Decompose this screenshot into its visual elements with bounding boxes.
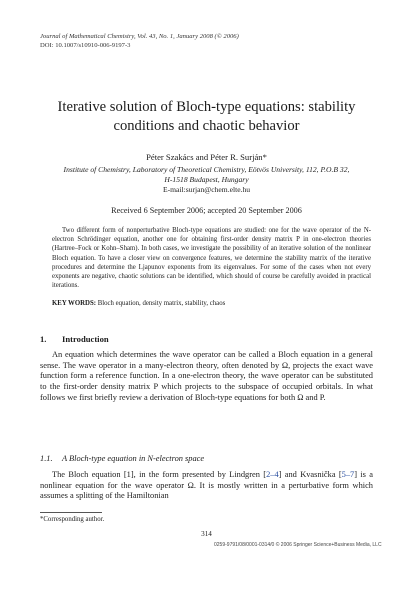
doi-line: DOI: 10.1007/s10910-006-9197-3: [40, 42, 131, 49]
subsection-number: 1.1.: [40, 454, 53, 463]
intro-paragraph: An equation which determines the wave operator can be called a Bloch equation in a general sense. The wave operator in a many-electron theory, often denoted by Ω, projects the exact wave function form a reference function. In a one-electron theory, the wave operator can be substituted to the first-order density matrix P which projects to the subspace of occupied orbitals. In what follows we first briefly review a derivation of Bloch-type equations for both Ω and P.: [40, 350, 373, 402]
affiliation-line-2: H-1518 Budapest, Hungary: [164, 175, 249, 184]
subsection-heading: [40, 453, 204, 464]
section-number: 1.: [40, 334, 47, 344]
authors: Péter Szakács and Péter R. Surján*: [146, 152, 267, 162]
abstract: Two different form of nonperturbative Bloch-type equations are studied: one for the wave operator of the N-electron Schrödinger equation, another one for obtaining first-order density matrix P in one-electron theories (Hartree–Fock or Kohn–Sham). In both cases, we investigate the possibility of an iterative solution of the nonlinear Bloch equation. To have a closer view on convergence features, we determine the stability matrix of the iterative procedures and determine the Ljapunov exponents from its eigenvalues. For some of the cases when not every exponents are negative, chaotic solutions can be identified, which should of course be carefully avoided in practical iterations.: [52, 227, 371, 290]
section-heading: [40, 334, 109, 345]
footnote: *Corresponding author.: [40, 516, 105, 523]
page-number: 314: [201, 530, 212, 538]
email: E-mail:surjan@chem.elte.hu: [162, 185, 251, 194]
affiliation-line-1: Institute of Chemistry, Laboratory of Theoretical Chemistry, Eötvös University, 112, P.O.B 32,: [63, 165, 350, 174]
citation-link[interactable]: 5–7: [341, 470, 355, 479]
keywords-label: KEY WORDS:: [52, 300, 96, 307]
journal-citation: Journal of Mathematical Chemistry, Vol. 43, No. 1, January 2008 (© 2006): [40, 33, 239, 40]
bloch-paragraph: [40, 470, 373, 502]
citation-link[interactable]: 2–4: [266, 470, 279, 479]
title-line-1: Iterative solution of Bloch-type equations: stability: [57, 99, 356, 115]
subsection-title: A Bloch-type equation in N-electron space: [62, 454, 205, 463]
section-title: Introduction: [62, 334, 109, 344]
title-line-2: conditions and chaotic behavior: [113, 118, 300, 134]
copyright-line: 0259-9791/08/0001-0314/0 © 2006 Springer Science+Business Media, LLC: [214, 542, 382, 548]
para2-text-2: ] and Kvasnička [: [278, 470, 342, 479]
para2-text-3: ] is a nonlinear equation for the wave operator Ω. It is mostly written in a perturbative form which assumes a splitting of the Hamiltonian: [40, 470, 373, 501]
paper-title: [30, 98, 383, 136]
received-dates: Received 6 September 2006; accepted 20 September 2006: [111, 206, 302, 215]
footnote-rule: [40, 512, 102, 513]
affiliation: [38, 165, 375, 185]
keywords: [52, 299, 371, 308]
para2-text-1: The Bloch equation [1], in the form presented by Lindgren [: [52, 470, 267, 479]
keywords-list: Bloch equation, density matrix, stability, chaos: [97, 300, 226, 307]
